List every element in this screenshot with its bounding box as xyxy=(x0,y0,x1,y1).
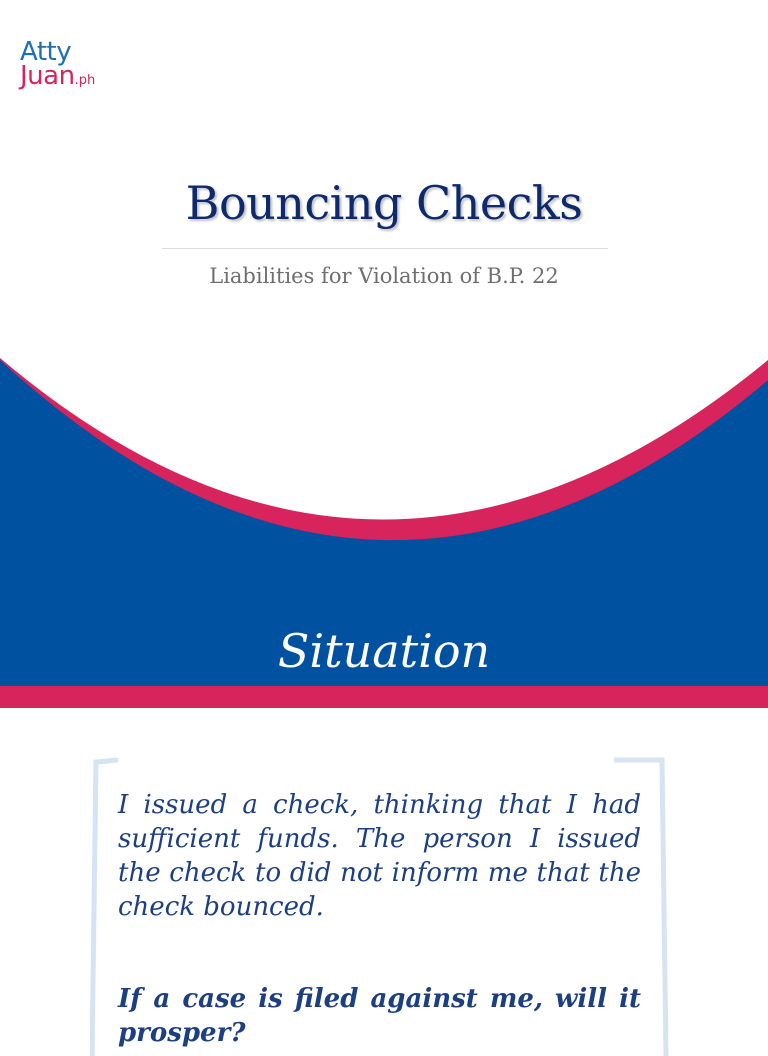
logo-line-1: Atty xyxy=(20,37,72,67)
page-subtitle: Liabilities for Violation of B.P. 22 xyxy=(209,264,559,288)
logo xyxy=(20,37,96,93)
page-title: Bouncing Checks xyxy=(185,176,583,230)
logo-suffix: .ph xyxy=(74,73,96,88)
title-divider xyxy=(162,248,608,249)
logo-line-2 xyxy=(20,61,96,93)
situation-text: I issued a check, thinking that I had sufficient funds. The person I issued the check to did not inform me that the check bounced. xyxy=(118,790,641,922)
question-text: If a case is filed against me, will it prosper? xyxy=(118,984,641,1048)
section-heading: Situation xyxy=(277,624,491,678)
logo-line-2-text: Juan xyxy=(20,61,75,91)
